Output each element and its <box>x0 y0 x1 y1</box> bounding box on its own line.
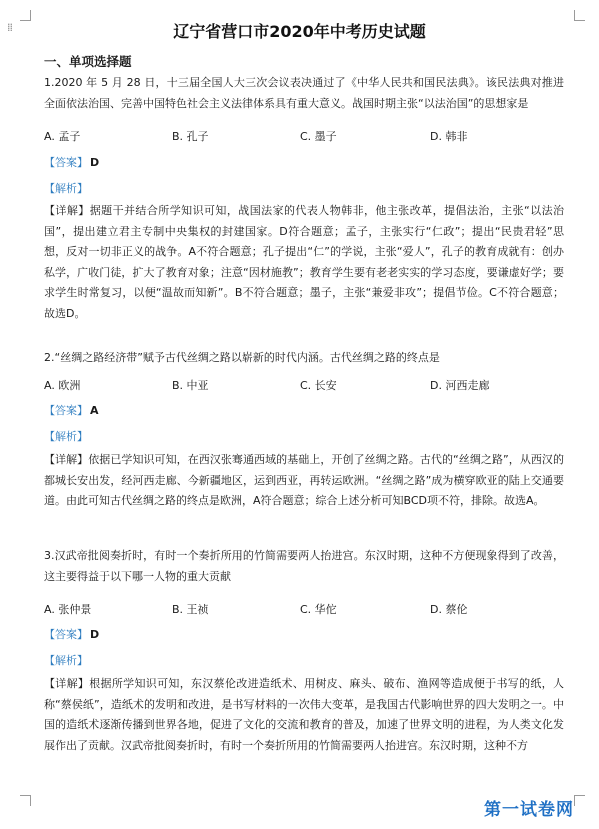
answer-value: A <box>90 404 99 417</box>
option-c: C. 墨子 <box>300 130 337 143</box>
page-corner-mark <box>574 795 585 806</box>
option-c: C. 长安 <box>300 379 337 392</box>
analysis-label: 【解析】 <box>44 654 88 667</box>
page-corner-mark <box>20 795 31 806</box>
answer-label: 【答案】 D <box>44 628 100 641</box>
page-title: 辽宁省营口市2020年中考历史试题 <box>173 22 426 41</box>
question-2-options <box>44 377 564 397</box>
option-b: B. 中亚 <box>172 379 209 392</box>
option-d: D. 河西走廊 <box>430 379 490 392</box>
question-2-stem: 2.“丝绸之路经济带”赋予古代丝绸之路以崭新的时代内涵。古代丝绸之路的终点是 <box>44 351 440 364</box>
question-1-detail: 【详解】据题干并结合所学知识可知，战国法家的代表人物韩非，他主张改革，提倡法治，主张“以法治国”，提出建立君主专制中央集权的封建国家。D符合题意；孟子，主张实行“仁政”；提出“民贵君轻”思想，反对一切非正义的战争。A不符合题意；孔子提出“仁”的学说，主张“爱人”，孔子的教育成就有：创办私学，广收门徒，扩大了教育对象；注意“因材施教”；教育学生要有老老实实的学习态度，要谦虚好学；要求学生时常复习，以便“温故而知新”。B不符合题意；墨子，主张“兼爱非攻”；提倡节俭。C不符合题意；故选D。 <box>44 204 564 320</box>
question-3-options <box>44 601 564 621</box>
option-d: D. 蔡伦 <box>430 603 468 616</box>
analysis-label: 【解析】 <box>44 182 88 195</box>
answer-label: 【答案】 A <box>44 404 99 417</box>
option-d: D. 韩非 <box>430 130 468 143</box>
drag-handle-icon[interactable]: ⁞⁞ <box>7 21 12 34</box>
answer-label: 【答案】 D <box>44 156 100 169</box>
option-b: B. 孔子 <box>172 130 209 143</box>
question-3-stem: 3.汉武帝批阅奏折时，有时一个奏折所用的竹简需要两人抬进宫。东汉时期，这种不方便现象得到了改善，这主要得益于以下哪一人物的重大贡献 <box>44 549 564 583</box>
option-b: B. 王祯 <box>172 603 209 616</box>
option-a: A. 张仲景 <box>44 603 92 616</box>
option-a: A. 欧洲 <box>44 379 81 392</box>
answer-value: D <box>90 628 100 641</box>
analysis-label: 【解析】 <box>44 430 88 443</box>
question-3-detail: 【详解】根据所学知识可知，东汉蔡伦改进造纸术、用树皮、麻头、破布、渔网等造成便于书写的纸，人称“蔡侯纸”，造纸术的发明和改进，是书写材料的一次伟大变革，是我国古代影响世界的四大发明之一。中国的造纸术逐渐传播到世界各地，促进了文化的交流和教育的普及，加速了世界文明的进程，为人类文化发展作出了贡献。汉武帝批阅奏折时，有时一个奏折所用的竹简需要两人抬进宫。东汉时期，这种不方 <box>44 677 564 752</box>
question-2-detail: 【详解】依据已学知识可知，在西汉张骞通西域的基础上，开创了丝绸之路。古代的“丝绸之路”，从西汉的都城长安出发，经河西走廊、今新疆地区，运到西亚，再转运欧洲。“丝绸之路”成为横穿欧亚的陆上交通要道。由此可知古代丝绸之路的终点是欧洲，A符合题意；综合上述分析可知BCD项不符，排除。故选A。 <box>44 453 564 507</box>
section-heading: 一、单项选择题 <box>44 54 132 69</box>
option-c: C. 华佗 <box>300 603 337 616</box>
answer-value: D <box>90 156 100 169</box>
option-a: A. 孟子 <box>44 130 81 143</box>
site-watermark: 第一试卷网 <box>484 800 574 820</box>
question-1-options <box>44 128 564 148</box>
question-1-stem: 1.2020 年 5 月 28 日，十三届全国人大三次会议表决通过了《中华人民共和国民法典》。该民法典对推进全面依法治国、完善中国特色社会主义法律体系具有重大意义。战国时期主张“以法治国”的思想家是 <box>44 76 564 110</box>
